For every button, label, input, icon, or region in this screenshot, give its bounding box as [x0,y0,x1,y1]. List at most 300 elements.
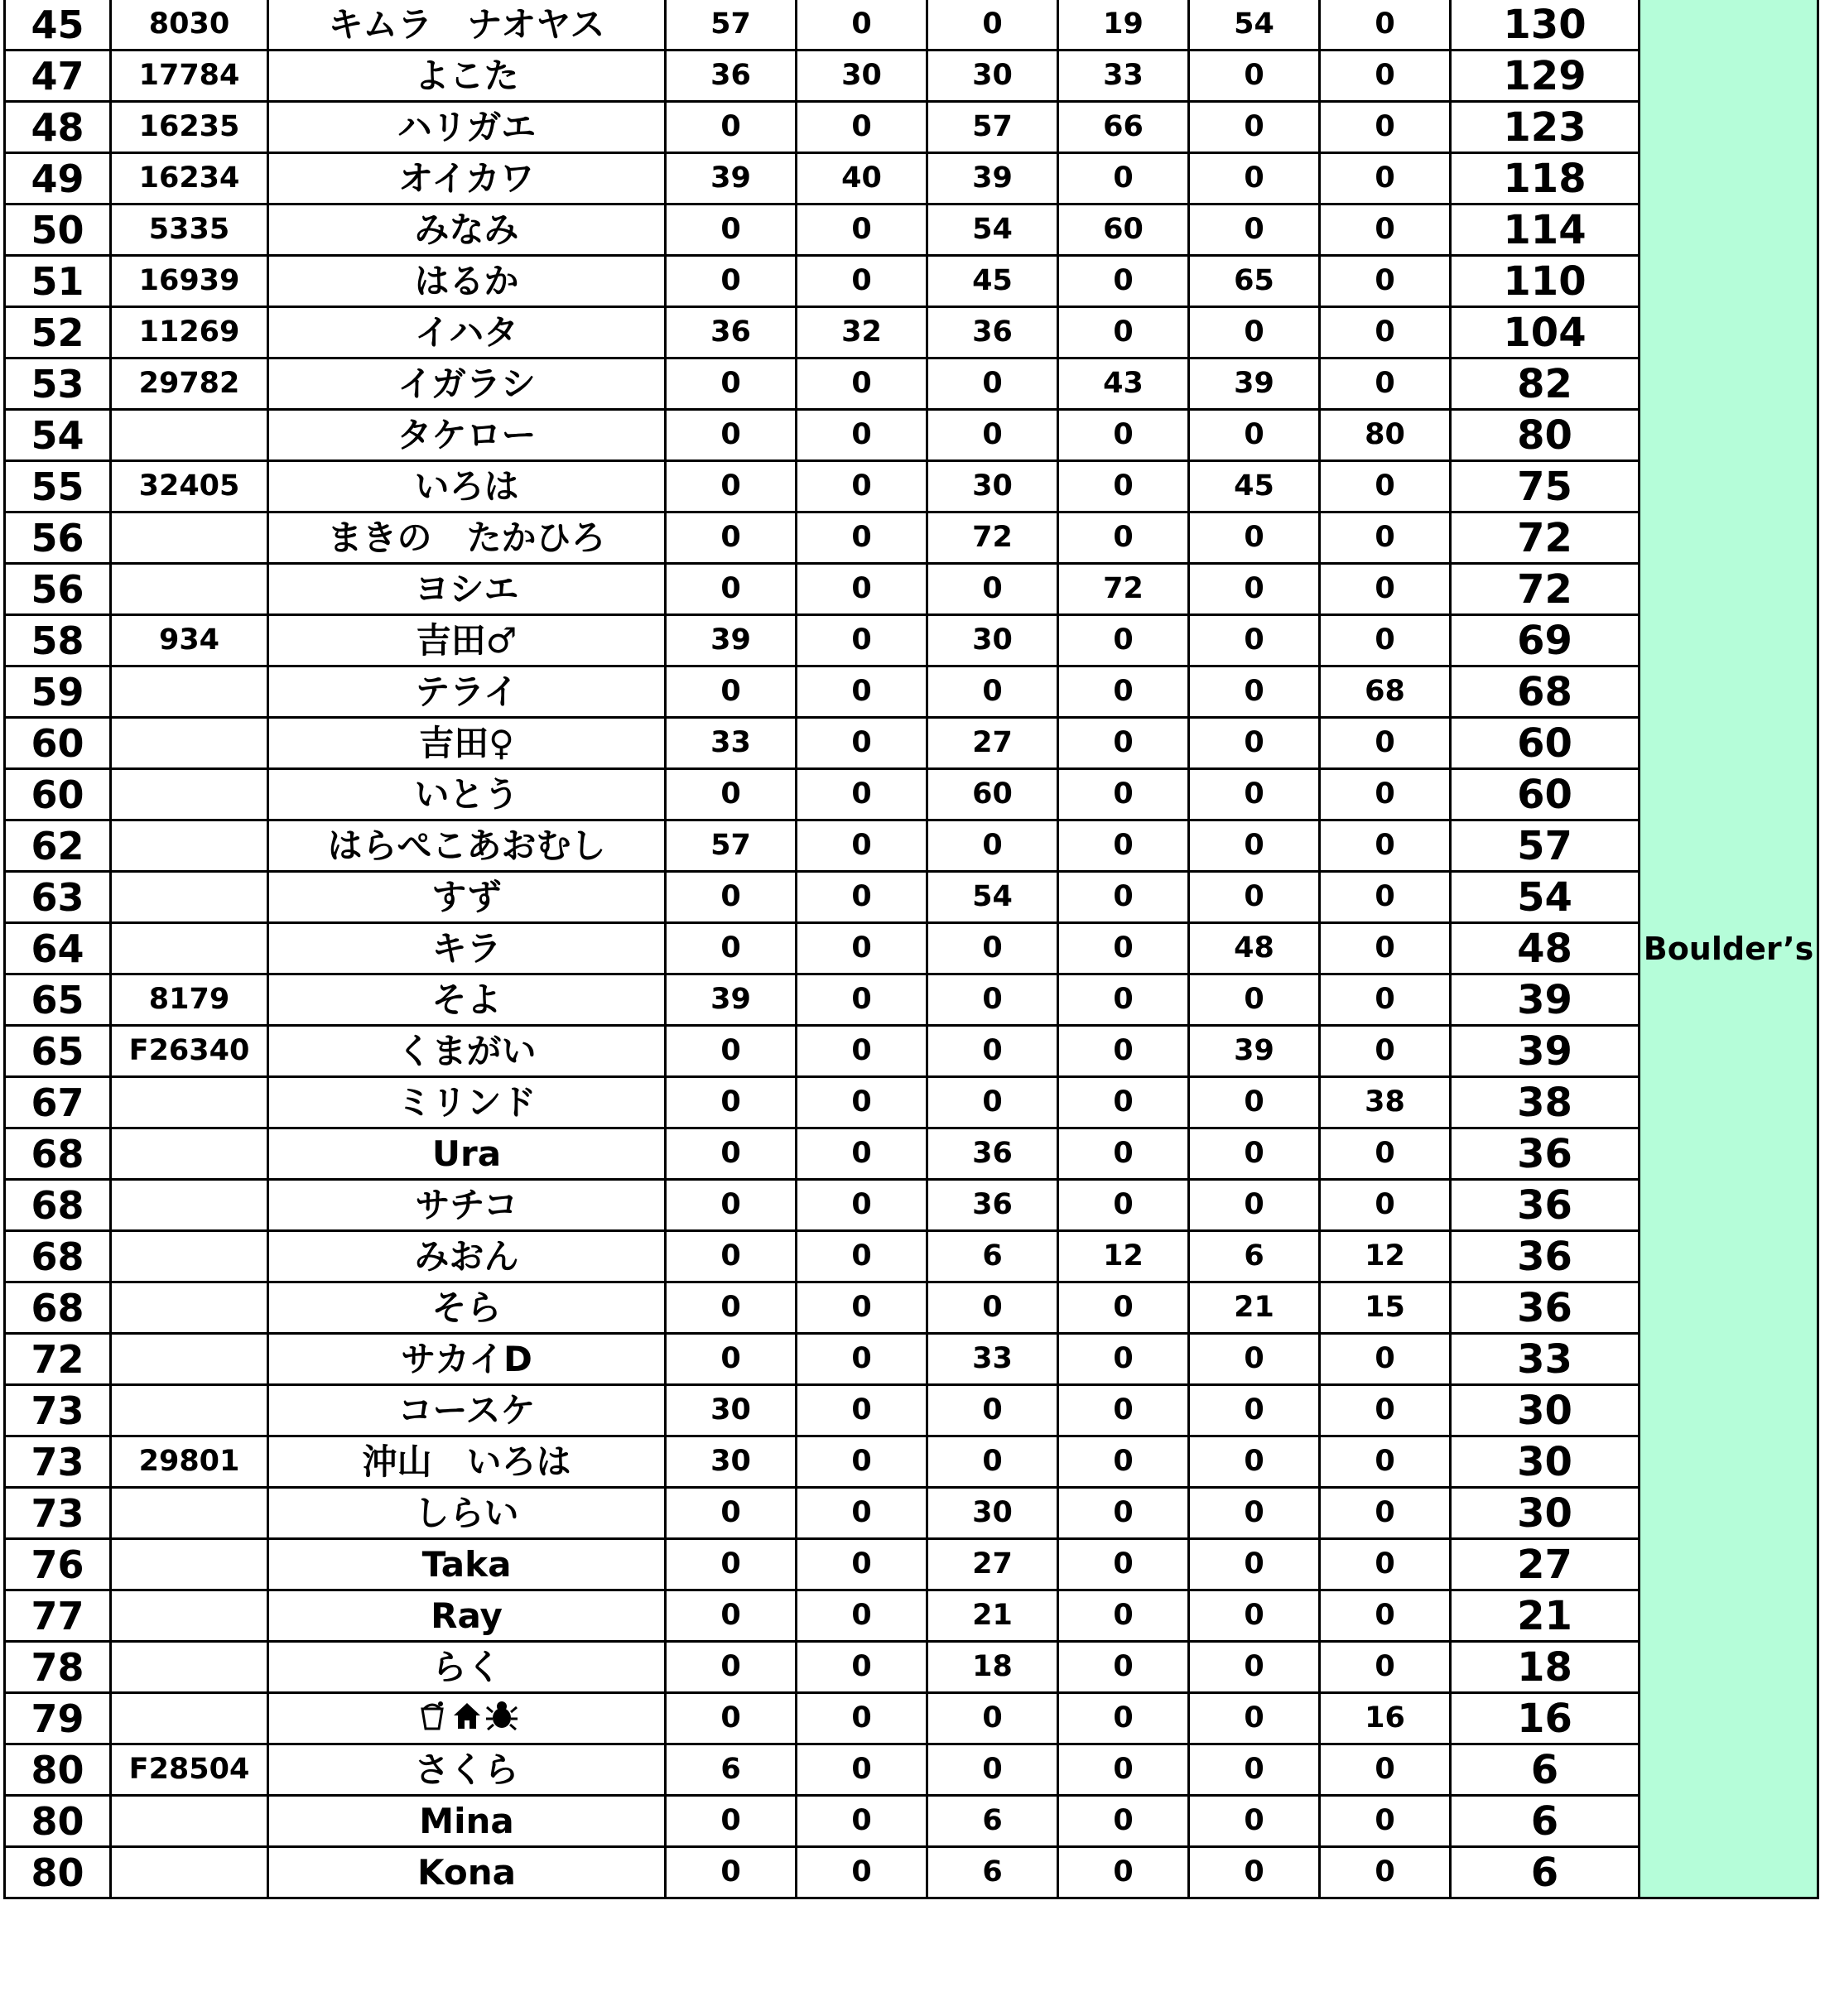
score-5-cell: 0 [1189,1436,1320,1488]
name-cell: ミリンド [268,1077,666,1128]
score-2-cell: 0 [797,256,927,307]
name-cell: すず [268,872,666,923]
rank-cell: 73 [5,1436,111,1488]
score-4-cell: 0 [1058,461,1189,512]
score-3-cell: 54 [927,204,1058,256]
name-cell: 沖山 いろは [268,1436,666,1488]
score-1-cell: 0 [666,923,797,974]
name-cell: コースケ [268,1385,666,1436]
score-2-cell: 0 [797,1488,927,1539]
score-2-cell: 0 [797,0,927,51]
member-id-cell: 11269 [111,307,268,358]
bug-icon [485,1699,518,1732]
score-6-cell: 12 [1320,1231,1451,1282]
gym-label-cell: Boulder’s [1640,0,1818,1898]
total-cell: 80 [1451,410,1640,461]
score-1-cell: 0 [666,256,797,307]
score-3-cell: 27 [927,718,1058,769]
score-1-cell: 39 [666,153,797,204]
table-row [5,1744,1818,1796]
total-cell: 60 [1451,718,1640,769]
score-6-cell: 0 [1320,358,1451,410]
score-3-cell: 6 [927,1847,1058,1898]
total-cell: 48 [1451,923,1640,974]
bucket-icon [416,1699,449,1732]
score-1-cell: 0 [666,1642,797,1693]
score-6-cell: 0 [1320,153,1451,204]
score-3-cell: 39 [927,153,1058,204]
name-cell: くまがい [268,1026,666,1077]
member-id-cell [111,512,268,564]
score-6-cell: 0 [1320,1128,1451,1180]
score-2-cell: 40 [797,153,927,204]
member-id-cell [111,410,268,461]
score-4-cell: 0 [1058,1590,1189,1642]
score-5-cell: 0 [1189,512,1320,564]
table-row [5,1385,1818,1436]
member-id-cell [111,718,268,769]
member-id-cell [111,1282,268,1334]
member-id-cell [111,564,268,615]
score-4-cell: 0 [1058,1436,1189,1488]
total-cell: 18 [1451,1642,1640,1693]
score-3-cell: 0 [927,1026,1058,1077]
score-1-cell: 0 [666,358,797,410]
score-5-cell: 0 [1189,1744,1320,1796]
total-cell: 69 [1451,615,1640,666]
score-5-cell: 0 [1189,1590,1320,1642]
score-1-cell: 0 [666,1693,797,1744]
score-3-cell: 72 [927,512,1058,564]
table-row [5,1180,1818,1231]
score-4-cell: 0 [1058,1128,1189,1180]
score-4-cell: 0 [1058,1847,1189,1898]
score-5-cell: 54 [1189,0,1320,51]
score-5-cell: 0 [1189,1077,1320,1128]
score-6-cell: 0 [1320,102,1451,153]
score-1-cell: 0 [666,1180,797,1231]
rank-cell: 67 [5,1077,111,1128]
name-cell: まきの たかひろ [268,512,666,564]
table-row [5,1334,1818,1385]
total-cell: 68 [1451,666,1640,718]
score-3-cell: 0 [927,1744,1058,1796]
score-2-cell: 0 [797,1180,927,1231]
score-2-cell: 0 [797,1847,927,1898]
total-cell: 60 [1451,769,1640,820]
score-6-cell: 0 [1320,872,1451,923]
score-2-cell: 0 [797,358,927,410]
score-5-cell: 0 [1189,153,1320,204]
score-1-cell: 36 [666,307,797,358]
score-4-cell: 0 [1058,153,1189,204]
score-4-cell: 0 [1058,1539,1189,1590]
rank-cell: 78 [5,1642,111,1693]
score-4-cell: 0 [1058,1026,1189,1077]
rank-cell: 47 [5,51,111,102]
name-cell: イハタ [268,307,666,358]
rank-cell: 53 [5,358,111,410]
score-6-cell: 0 [1320,974,1451,1026]
table-row [5,820,1818,872]
rank-cell: 56 [5,512,111,564]
total-cell: 130 [1451,0,1640,51]
name-cell: みなみ [268,204,666,256]
score-3-cell: 0 [927,666,1058,718]
rank-cell: 80 [5,1847,111,1898]
score-5-cell: 0 [1189,1539,1320,1590]
total-cell: 39 [1451,974,1640,1026]
score-4-cell: 0 [1058,718,1189,769]
score-5-cell: 0 [1189,974,1320,1026]
member-id-cell: 16939 [111,256,268,307]
total-cell: 75 [1451,461,1640,512]
score-3-cell: 36 [927,1180,1058,1231]
score-1-cell: 0 [666,769,797,820]
score-2-cell: 0 [797,461,927,512]
score-1-cell: 0 [666,102,797,153]
score-6-cell: 0 [1320,718,1451,769]
member-id-cell: 29782 [111,358,268,410]
score-5-cell: 0 [1189,564,1320,615]
member-id-cell [111,1539,268,1590]
score-3-cell: 27 [927,1539,1058,1590]
name-cell: はるか [268,256,666,307]
score-5-cell: 45 [1189,461,1320,512]
score-4-cell: 72 [1058,564,1189,615]
score-5-cell: 0 [1189,102,1320,153]
score-2-cell: 0 [797,1282,927,1334]
score-6-cell: 0 [1320,256,1451,307]
ranking-table [3,0,1819,1899]
total-cell: 16 [1451,1693,1640,1744]
score-4-cell: 33 [1058,51,1189,102]
table-row [5,718,1818,769]
rank-cell: 52 [5,307,111,358]
score-4-cell: 0 [1058,974,1189,1026]
total-cell: 36 [1451,1128,1640,1180]
total-cell: 21 [1451,1590,1640,1642]
score-6-cell: 80 [1320,410,1451,461]
score-3-cell: 36 [927,307,1058,358]
score-5-cell: 48 [1189,923,1320,974]
score-3-cell: 30 [927,615,1058,666]
score-6-cell: 0 [1320,461,1451,512]
table-row [5,1796,1818,1847]
rank-cell: 68 [5,1282,111,1334]
member-id-cell [111,923,268,974]
score-1-cell: 57 [666,0,797,51]
score-4-cell: 0 [1058,1744,1189,1796]
rank-cell: 60 [5,718,111,769]
score-4-cell: 0 [1058,615,1189,666]
score-2-cell: 0 [797,820,927,872]
table-row [5,358,1818,410]
rank-cell: 50 [5,204,111,256]
member-id-cell [111,820,268,872]
score-1-cell: 36 [666,51,797,102]
table-row [5,615,1818,666]
score-2-cell: 0 [797,102,927,153]
member-id-cell [111,1334,268,1385]
table-row [5,564,1818,615]
score-2-cell: 0 [797,1077,927,1128]
name-cell: そよ [268,974,666,1026]
score-3-cell: 0 [927,1385,1058,1436]
total-cell: 118 [1451,153,1640,204]
score-4-cell: 0 [1058,666,1189,718]
table-row [5,872,1818,923]
score-6-cell: 0 [1320,923,1451,974]
table-row [5,102,1818,153]
score-4-cell: 0 [1058,1642,1189,1693]
score-5-cell: 0 [1189,1642,1320,1693]
member-id-cell [111,1590,268,1642]
rank-cell: 56 [5,564,111,615]
table-row [5,51,1818,102]
member-id-cell: 8030 [111,0,268,51]
score-1-cell: 0 [666,1334,797,1385]
score-6-cell: 15 [1320,1282,1451,1334]
member-id-cell [111,1077,268,1128]
score-4-cell: 66 [1058,102,1189,153]
score-5-cell: 0 [1189,1128,1320,1180]
rank-cell: 63 [5,872,111,923]
score-1-cell: 39 [666,974,797,1026]
score-3-cell: 0 [927,410,1058,461]
table-row [5,307,1818,358]
score-5-cell: 0 [1189,1385,1320,1436]
score-3-cell: 60 [927,769,1058,820]
score-5-cell: 21 [1189,1282,1320,1334]
score-2-cell: 0 [797,204,927,256]
score-6-cell: 0 [1320,1436,1451,1488]
total-cell: 33 [1451,1334,1640,1385]
rank-cell: 49 [5,153,111,204]
total-cell: 110 [1451,256,1640,307]
name-cell: キラ [268,923,666,974]
score-5-cell: 0 [1189,1180,1320,1231]
name-cell: タケロー [268,410,666,461]
member-id-cell: 5335 [111,204,268,256]
rank-cell: 51 [5,256,111,307]
score-5-cell: 0 [1189,615,1320,666]
score-1-cell: 0 [666,1026,797,1077]
score-3-cell: 0 [927,358,1058,410]
score-6-cell: 0 [1320,512,1451,564]
member-id-cell [111,872,268,923]
rank-cell: 59 [5,666,111,718]
score-4-cell: 0 [1058,1796,1189,1847]
score-2-cell: 0 [797,1128,927,1180]
score-5-cell: 39 [1189,358,1320,410]
table-row [5,1436,1818,1488]
score-2-cell: 0 [797,1026,927,1077]
score-1-cell: 0 [666,1231,797,1282]
member-id-cell: 16234 [111,153,268,204]
member-id-cell [111,1128,268,1180]
name-cell: いとう [268,769,666,820]
rank-cell: 65 [5,974,111,1026]
score-3-cell: 57 [927,102,1058,153]
score-4-cell: 0 [1058,1180,1189,1231]
table-row [5,1847,1818,1898]
name-cell: 吉田♀ [268,718,666,769]
table-row [5,1590,1818,1642]
score-1-cell: 0 [666,1077,797,1128]
score-1-cell: 0 [666,872,797,923]
score-4-cell: 0 [1058,1385,1189,1436]
score-2-cell: 0 [797,1744,927,1796]
score-1-cell: 0 [666,666,797,718]
rank-cell: 54 [5,410,111,461]
score-1-cell: 33 [666,718,797,769]
total-cell: 72 [1451,512,1640,564]
member-id-cell: 16235 [111,102,268,153]
score-3-cell: 6 [927,1796,1058,1847]
name-cell: はらぺこあおむし [268,820,666,872]
member-id-cell [111,666,268,718]
member-id-cell: F26340 [111,1026,268,1077]
table-row [5,1488,1818,1539]
total-cell: 6 [1451,1796,1640,1847]
score-5-cell: 0 [1189,51,1320,102]
total-cell: 6 [1451,1744,1640,1796]
score-2-cell: 0 [797,666,927,718]
score-5-cell: 0 [1189,1488,1320,1539]
score-4-cell: 0 [1058,1282,1189,1334]
score-3-cell: 30 [927,51,1058,102]
score-1-cell: 0 [666,1590,797,1642]
name-cell: Taka [268,1539,666,1590]
score-1-cell: 57 [666,820,797,872]
score-6-cell: 0 [1320,1796,1451,1847]
name-cell: さくら [268,1744,666,1796]
score-1-cell: 30 [666,1436,797,1488]
score-6-cell: 0 [1320,1385,1451,1436]
score-6-cell: 0 [1320,1744,1451,1796]
score-1-cell: 0 [666,1847,797,1898]
score-3-cell: 21 [927,1590,1058,1642]
score-2-cell: 0 [797,410,927,461]
score-3-cell: 0 [927,1077,1058,1128]
total-cell: 36 [1451,1231,1640,1282]
score-4-cell: 0 [1058,1488,1189,1539]
member-id-cell: 8179 [111,974,268,1026]
score-2-cell: 0 [797,615,927,666]
rank-cell: 68 [5,1231,111,1282]
total-cell: 36 [1451,1180,1640,1231]
score-5-cell: 0 [1189,1693,1320,1744]
name-cell: Kona [268,1847,666,1898]
score-2-cell: 0 [797,923,927,974]
score-2-cell: 0 [797,564,927,615]
score-6-cell: 0 [1320,1026,1451,1077]
total-cell: 6 [1451,1847,1640,1898]
total-cell: 129 [1451,51,1640,102]
score-4-cell: 0 [1058,1334,1189,1385]
rank-cell: 58 [5,615,111,666]
table-row [5,1539,1818,1590]
score-6-cell: 16 [1320,1693,1451,1744]
table-row [5,0,1818,51]
name-cell: しらい [268,1488,666,1539]
score-1-cell: 39 [666,615,797,666]
score-2-cell: 0 [797,1385,927,1436]
total-cell: 72 [1451,564,1640,615]
score-6-cell: 0 [1320,615,1451,666]
score-5-cell: 65 [1189,256,1320,307]
table-row [5,512,1818,564]
member-id-cell [111,1488,268,1539]
score-6-cell: 0 [1320,307,1451,358]
rank-cell: 79 [5,1693,111,1744]
member-id-cell [111,1693,268,1744]
name-cell: いろは [268,461,666,512]
rank-cell: 77 [5,1590,111,1642]
table-row [5,923,1818,974]
score-4-cell: 19 [1058,0,1189,51]
name-cell: よこた [268,51,666,102]
table-row [5,1282,1818,1334]
score-1-cell: 0 [666,1539,797,1590]
name-cell [268,1693,666,1744]
total-cell: 38 [1451,1077,1640,1128]
name-cell: ハリガエ [268,102,666,153]
table-row [5,204,1818,256]
name-cell: Mina [268,1796,666,1847]
score-1-cell: 0 [666,1796,797,1847]
score-4-cell: 60 [1058,204,1189,256]
score-5-cell: 0 [1189,410,1320,461]
score-2-cell: 0 [797,1334,927,1385]
score-6-cell: 0 [1320,1590,1451,1642]
score-6-cell: 0 [1320,1488,1451,1539]
score-5-cell: 0 [1189,666,1320,718]
score-2-cell: 0 [797,1436,927,1488]
member-id-cell: 29801 [111,1436,268,1488]
name-cell: らく [268,1642,666,1693]
score-4-cell: 0 [1058,820,1189,872]
total-cell: 57 [1451,820,1640,872]
rank-cell: 65 [5,1026,111,1077]
name-cell: 吉田♂ [268,615,666,666]
rank-cell: 80 [5,1744,111,1796]
member-id-cell: F28504 [111,1744,268,1796]
score-3-cell: 0 [927,1436,1058,1488]
score-6-cell: 0 [1320,1334,1451,1385]
score-5-cell: 6 [1189,1231,1320,1282]
name-cell: テライ [268,666,666,718]
name-cell: サチコ [268,1180,666,1231]
house-icon [450,1699,484,1732]
rank-cell: 73 [5,1488,111,1539]
score-5-cell: 0 [1189,820,1320,872]
name-cell: サカイD [268,1334,666,1385]
member-id-cell [111,1847,268,1898]
score-5-cell: 0 [1189,307,1320,358]
table-row [5,666,1818,718]
total-cell: 39 [1451,1026,1640,1077]
score-6-cell: 0 [1320,1539,1451,1590]
table-row [5,461,1818,512]
total-cell: 104 [1451,307,1640,358]
score-3-cell: 0 [927,923,1058,974]
total-cell: 27 [1451,1539,1640,1590]
score-4-cell: 0 [1058,410,1189,461]
member-id-cell: 17784 [111,51,268,102]
table-row [5,974,1818,1026]
